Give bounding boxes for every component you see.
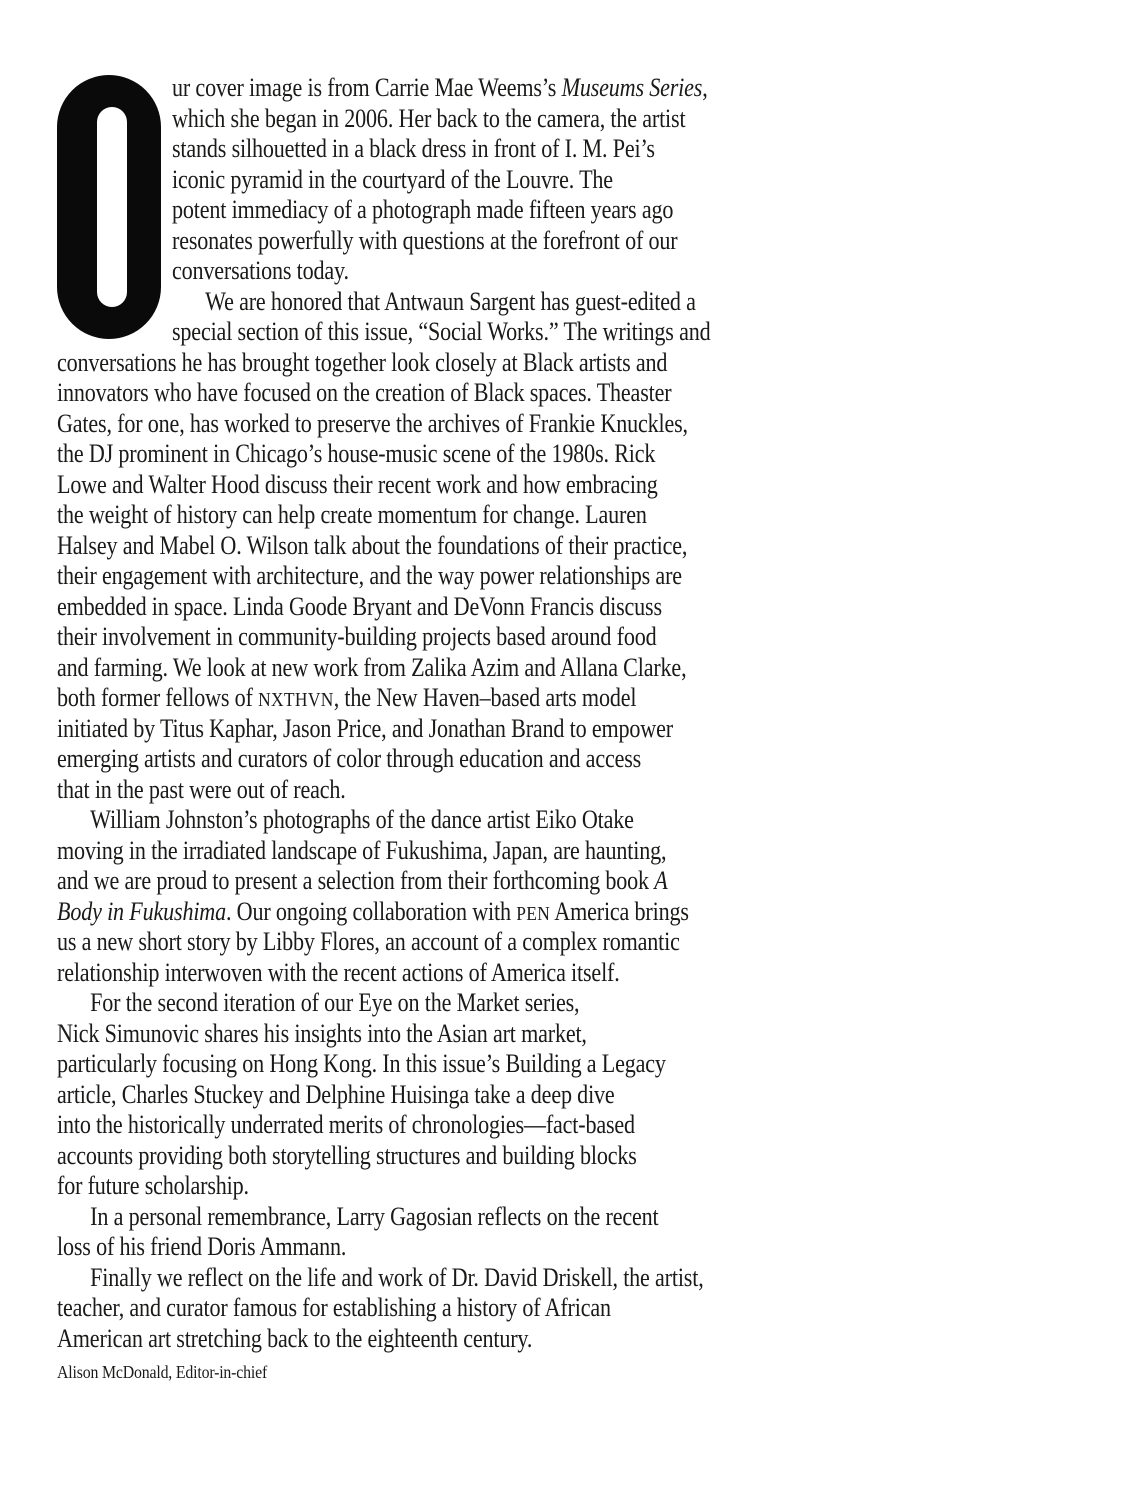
- text-run: Halsey and Mabel O. Wilson talk about the foundations of their practice,: [57, 530, 688, 560]
- text-line: [172, 226, 746, 257]
- text-run: emerging artists and curators of color through education and access: [57, 744, 642, 773]
- text-run: for future scholarship.: [57, 1171, 249, 1200]
- text-line: [57, 592, 729, 623]
- text-run: innovators who have focused on the creation of Black spaces. Theaster: [57, 378, 672, 407]
- text-line: [172, 317, 746, 348]
- text-run: embedded in space. Linda Goode Bryant and DeVonn Francis discuss: [57, 591, 662, 621]
- text-line: [57, 1324, 729, 1355]
- text-line: [57, 988, 729, 1019]
- text-run: and we are proud to present a selection from their forthcoming book: [57, 866, 655, 895]
- text-run: special section of this issue, “Social Works.” The writings and: [172, 317, 711, 346]
- text-run: America brings: [550, 896, 689, 926]
- text-line: [57, 1232, 729, 1263]
- text-line: [57, 378, 729, 409]
- text-run: ur cover image is from Carrie Mae Weems’s: [172, 73, 562, 102]
- text-run: stands silhouetted in a black dress in front of I. M. Pei’s: [172, 134, 655, 163]
- text-line: [57, 409, 729, 440]
- text-line: [57, 836, 729, 867]
- text-run-smallcaps: NXTHVN: [258, 689, 334, 711]
- text-line: [57, 1080, 729, 1111]
- text-run: both former fellows of: [57, 683, 259, 712]
- text-run: particularly focusing on Hong Kong. In this issue’s Building a Legacy: [57, 1049, 666, 1078]
- text-run: conversations he has brought together look closely at Black artists and: [57, 347, 668, 377]
- text-run: initiated by Titus Kaphar, Jason Price, and Jonathan Brand to empower: [57, 713, 673, 743]
- text-line: [57, 958, 729, 989]
- text-run: relationship interwoven with the recent actions of America itself.: [57, 957, 620, 987]
- text-run: and farming. We look at new work from Zalika Azim and Allana Clarke,: [57, 652, 687, 682]
- text-line: [57, 744, 729, 775]
- text-line: [57, 1293, 729, 1324]
- text-line: [172, 134, 746, 165]
- text-line: [172, 287, 746, 318]
- text-line: [57, 1049, 729, 1080]
- text-run: their involvement in community-building projects based around food: [57, 622, 657, 651]
- text-line: [172, 256, 746, 287]
- text-run: In a personal remembrance, Larry Gagosian reflects on the recent: [90, 1201, 659, 1231]
- text-run: that in the past were out of reach.: [57, 774, 346, 804]
- text-run: teacher, and curator famous for establishing a history of African: [57, 1293, 611, 1322]
- text-line: [172, 73, 746, 104]
- text-line: [57, 775, 729, 806]
- text-line: [57, 561, 729, 592]
- text-line: [57, 1019, 729, 1050]
- text-line: [57, 714, 729, 745]
- text-run: accounts providing both storytelling structures and building blocks: [57, 1140, 637, 1170]
- text-line: [57, 897, 729, 928]
- text-run: potent immediacy of a photograph made fifteen years ago: [172, 195, 674, 224]
- text-run: conversations today.: [172, 256, 349, 285]
- text-line: [57, 622, 729, 653]
- text-run: Nick Simunovic shares his insights into the Asian art market,: [57, 1018, 587, 1048]
- text-line: [57, 439, 729, 470]
- text-run: resonates powerfully with questions at the forefront of our: [172, 225, 678, 255]
- text-run: iconic pyramid in the courtyard of the Louvre. The: [172, 164, 613, 194]
- text-line: [57, 866, 729, 897]
- text-line: [57, 500, 729, 531]
- text-run-smallcaps: PEN: [516, 902, 551, 925]
- text-line: [57, 927, 729, 958]
- text-run: into the historically underrated merits of chronologies—fact-based: [57, 1110, 635, 1139]
- text-run-italic: Body in Fukushima: [57, 896, 226, 926]
- text-run: Gates, for one, has worked to preserve the archives of Frankie Knuckles,: [57, 408, 688, 438]
- text-line: [172, 195, 746, 226]
- text-line: [57, 683, 729, 714]
- text-run: Finally we reflect on the life and work of Dr. David Driskell, the artist,: [90, 1262, 704, 1292]
- text-run: . Our ongoing collaboration with: [225, 896, 517, 926]
- text-line: [57, 1171, 729, 1202]
- text-line: [172, 104, 746, 135]
- text-line: [172, 165, 746, 196]
- text-run: We are honored that Antwaun Sargent has guest-edited a: [205, 286, 696, 316]
- text-line: [57, 531, 729, 562]
- text-run: which she began in 2006. Her back to the camera, the artist: [172, 103, 686, 133]
- text-line: [57, 653, 729, 684]
- text-run: , the New Haven–based arts model: [333, 683, 637, 712]
- text-run: us a new short story by Libby Flores, an account of a complex romantic: [57, 927, 680, 956]
- text-run-italic: Museums Series: [561, 73, 703, 102]
- text-line: [57, 1202, 729, 1233]
- text-run: For the second iteration of our Eye on the Market series,: [90, 988, 580, 1017]
- text-run: their engagement with architecture, and the way power relationships are: [57, 561, 682, 590]
- text-line: [57, 470, 729, 501]
- text-line: [57, 1110, 729, 1141]
- text-run: ,: [702, 73, 708, 102]
- text-run: William Johnston’s photographs of the dance artist Eiko Otake: [90, 805, 634, 834]
- text-line: [57, 348, 729, 379]
- editor-signature: Alison McDonald, Editor-in-chief: [57, 1362, 268, 1382]
- text-run: loss of his friend Doris Ammann.: [57, 1232, 347, 1261]
- text-run: Lowe and Walter Hood discuss their recent work and how embracing: [57, 469, 658, 499]
- text-line: [57, 1141, 729, 1172]
- letter-text: [57, 73, 847, 1354]
- text-run: American art stretching back to the eighteenth century.: [57, 1323, 533, 1353]
- text-run: the DJ prominent in Chicago’s house-music scene of the 1980s. Rick: [57, 439, 656, 468]
- text-run-italic: A: [654, 866, 668, 895]
- text-run: the weight of history can help create momentum for change. Lauren: [57, 500, 647, 529]
- text-line: [57, 805, 729, 836]
- text-run: article, Charles Stuckey and Delphine Huisinga take a deep dive: [57, 1079, 615, 1109]
- text-run: moving in the irradiated landscape of Fukushima, Japan, are haunting,: [57, 835, 667, 865]
- text-line: [57, 1263, 729, 1294]
